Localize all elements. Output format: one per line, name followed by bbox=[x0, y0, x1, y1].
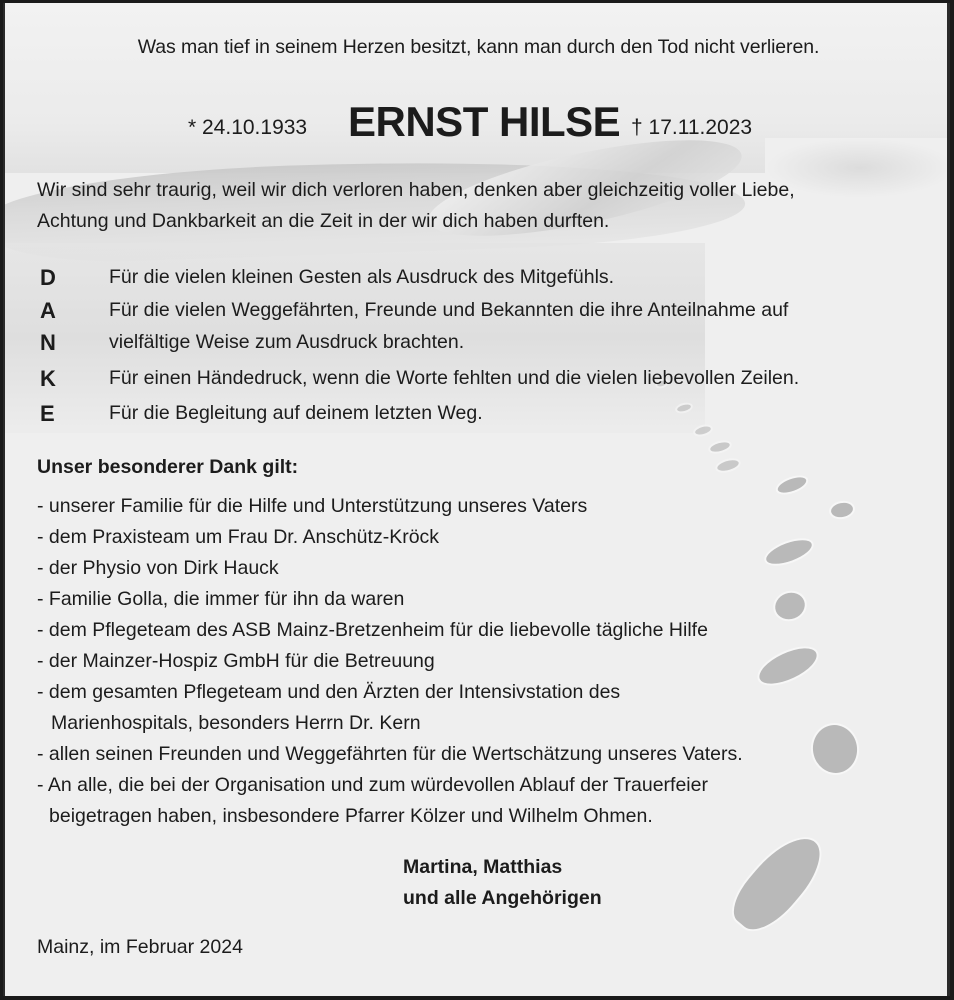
deceased-name: ERNST HILSE bbox=[348, 98, 621, 145]
danke-line: vielfältige Weise zum Ausdruck brachten. bbox=[109, 331, 465, 353]
danke-row bbox=[37, 363, 917, 394]
danke-letter: A bbox=[40, 298, 56, 323]
thanks-item: - dem gesamten Pflegeteam und den Ärzten der Intensivstation des bbox=[37, 681, 621, 703]
thanks-item: - An alle, die bei der Organisation und zum würdevollen Ablauf der Trauerfeier bbox=[37, 774, 708, 796]
danke-line: Für einen Händedruck, wenn die Worte fehlten und die vielen liebevollen Zeilen. bbox=[109, 367, 800, 389]
danke-letter: D bbox=[40, 265, 56, 290]
thanks-item: - dem Pflegeteam des ASB Mainz-Bretzenheim für die liebevolle tägliche Hilfe bbox=[37, 619, 708, 641]
danke-row bbox=[37, 262, 917, 293]
thanks-heading: Unser besonderer Dank gilt: bbox=[37, 456, 299, 478]
danke-line: Für die Begleitung auf deinem letzten Weg. bbox=[109, 402, 483, 424]
danke-letter: K bbox=[40, 366, 56, 391]
thanks-item: - unserer Familie für die Hilfe und Unterstützung unseres Vaters bbox=[37, 495, 588, 517]
name-header bbox=[5, 98, 950, 148]
memorial-quote: Was man tief in seinem Herzen besitzt, kann man durch den Tod nicht verlieren. bbox=[137, 36, 820, 58]
danke-letter: E bbox=[40, 401, 55, 426]
thanks-item-continuation: beigetragen haben, insbesondere Pfarrer Kölzer und Wilhelm Ohmen. bbox=[49, 805, 653, 827]
thanks-item-continuation: Marienhospitals, besonders Herrn Dr. Kern bbox=[51, 712, 421, 734]
intro-line: Wir sind sehr traurig, weil wir dich verloren haben, denken aber gleichzeitig voller Liebe, bbox=[37, 179, 795, 201]
signature-line: und alle Angehörigen bbox=[403, 887, 602, 909]
danke-line: Für die vielen Weggefährten, Freunde und Bekannten die ihre Anteilnahme auf bbox=[109, 299, 789, 321]
thanks-item: - Familie Golla, die immer für ihn da waren bbox=[37, 588, 405, 610]
obituary-card bbox=[3, 3, 950, 996]
intro-line: Achtung und Dankbarkeit an die Zeit in der wir dich haben durften. bbox=[37, 210, 610, 232]
death-date: † 17.11.2023 bbox=[631, 116, 753, 139]
danke-row bbox=[37, 327, 917, 358]
danke-letter: N bbox=[40, 330, 56, 355]
signature bbox=[403, 852, 602, 914]
thanks-item: - dem Praxisteam um Frau Dr. Anschütz-Kröck bbox=[37, 526, 440, 548]
thanks-item: - der Physio von Dirk Hauck bbox=[37, 557, 279, 579]
danke-row bbox=[37, 295, 917, 326]
thanks-item: - allen seinen Freunden und Weggefährten für die Wertschätzung unseres Vaters. bbox=[37, 743, 743, 765]
place-date: Mainz, im Februar 2024 bbox=[37, 936, 243, 958]
danke-row bbox=[37, 398, 917, 429]
signature-line: Martina, Matthias bbox=[403, 856, 563, 878]
birth-date: * 24.10.1933 bbox=[188, 116, 308, 139]
thanks-item: - der Mainzer-Hospiz GmbH für die Betreuung bbox=[37, 650, 435, 672]
danke-line: Für die vielen kleinen Gesten als Ausdruck des Mitgefühls. bbox=[109, 266, 615, 288]
intro-paragraph bbox=[37, 175, 795, 237]
